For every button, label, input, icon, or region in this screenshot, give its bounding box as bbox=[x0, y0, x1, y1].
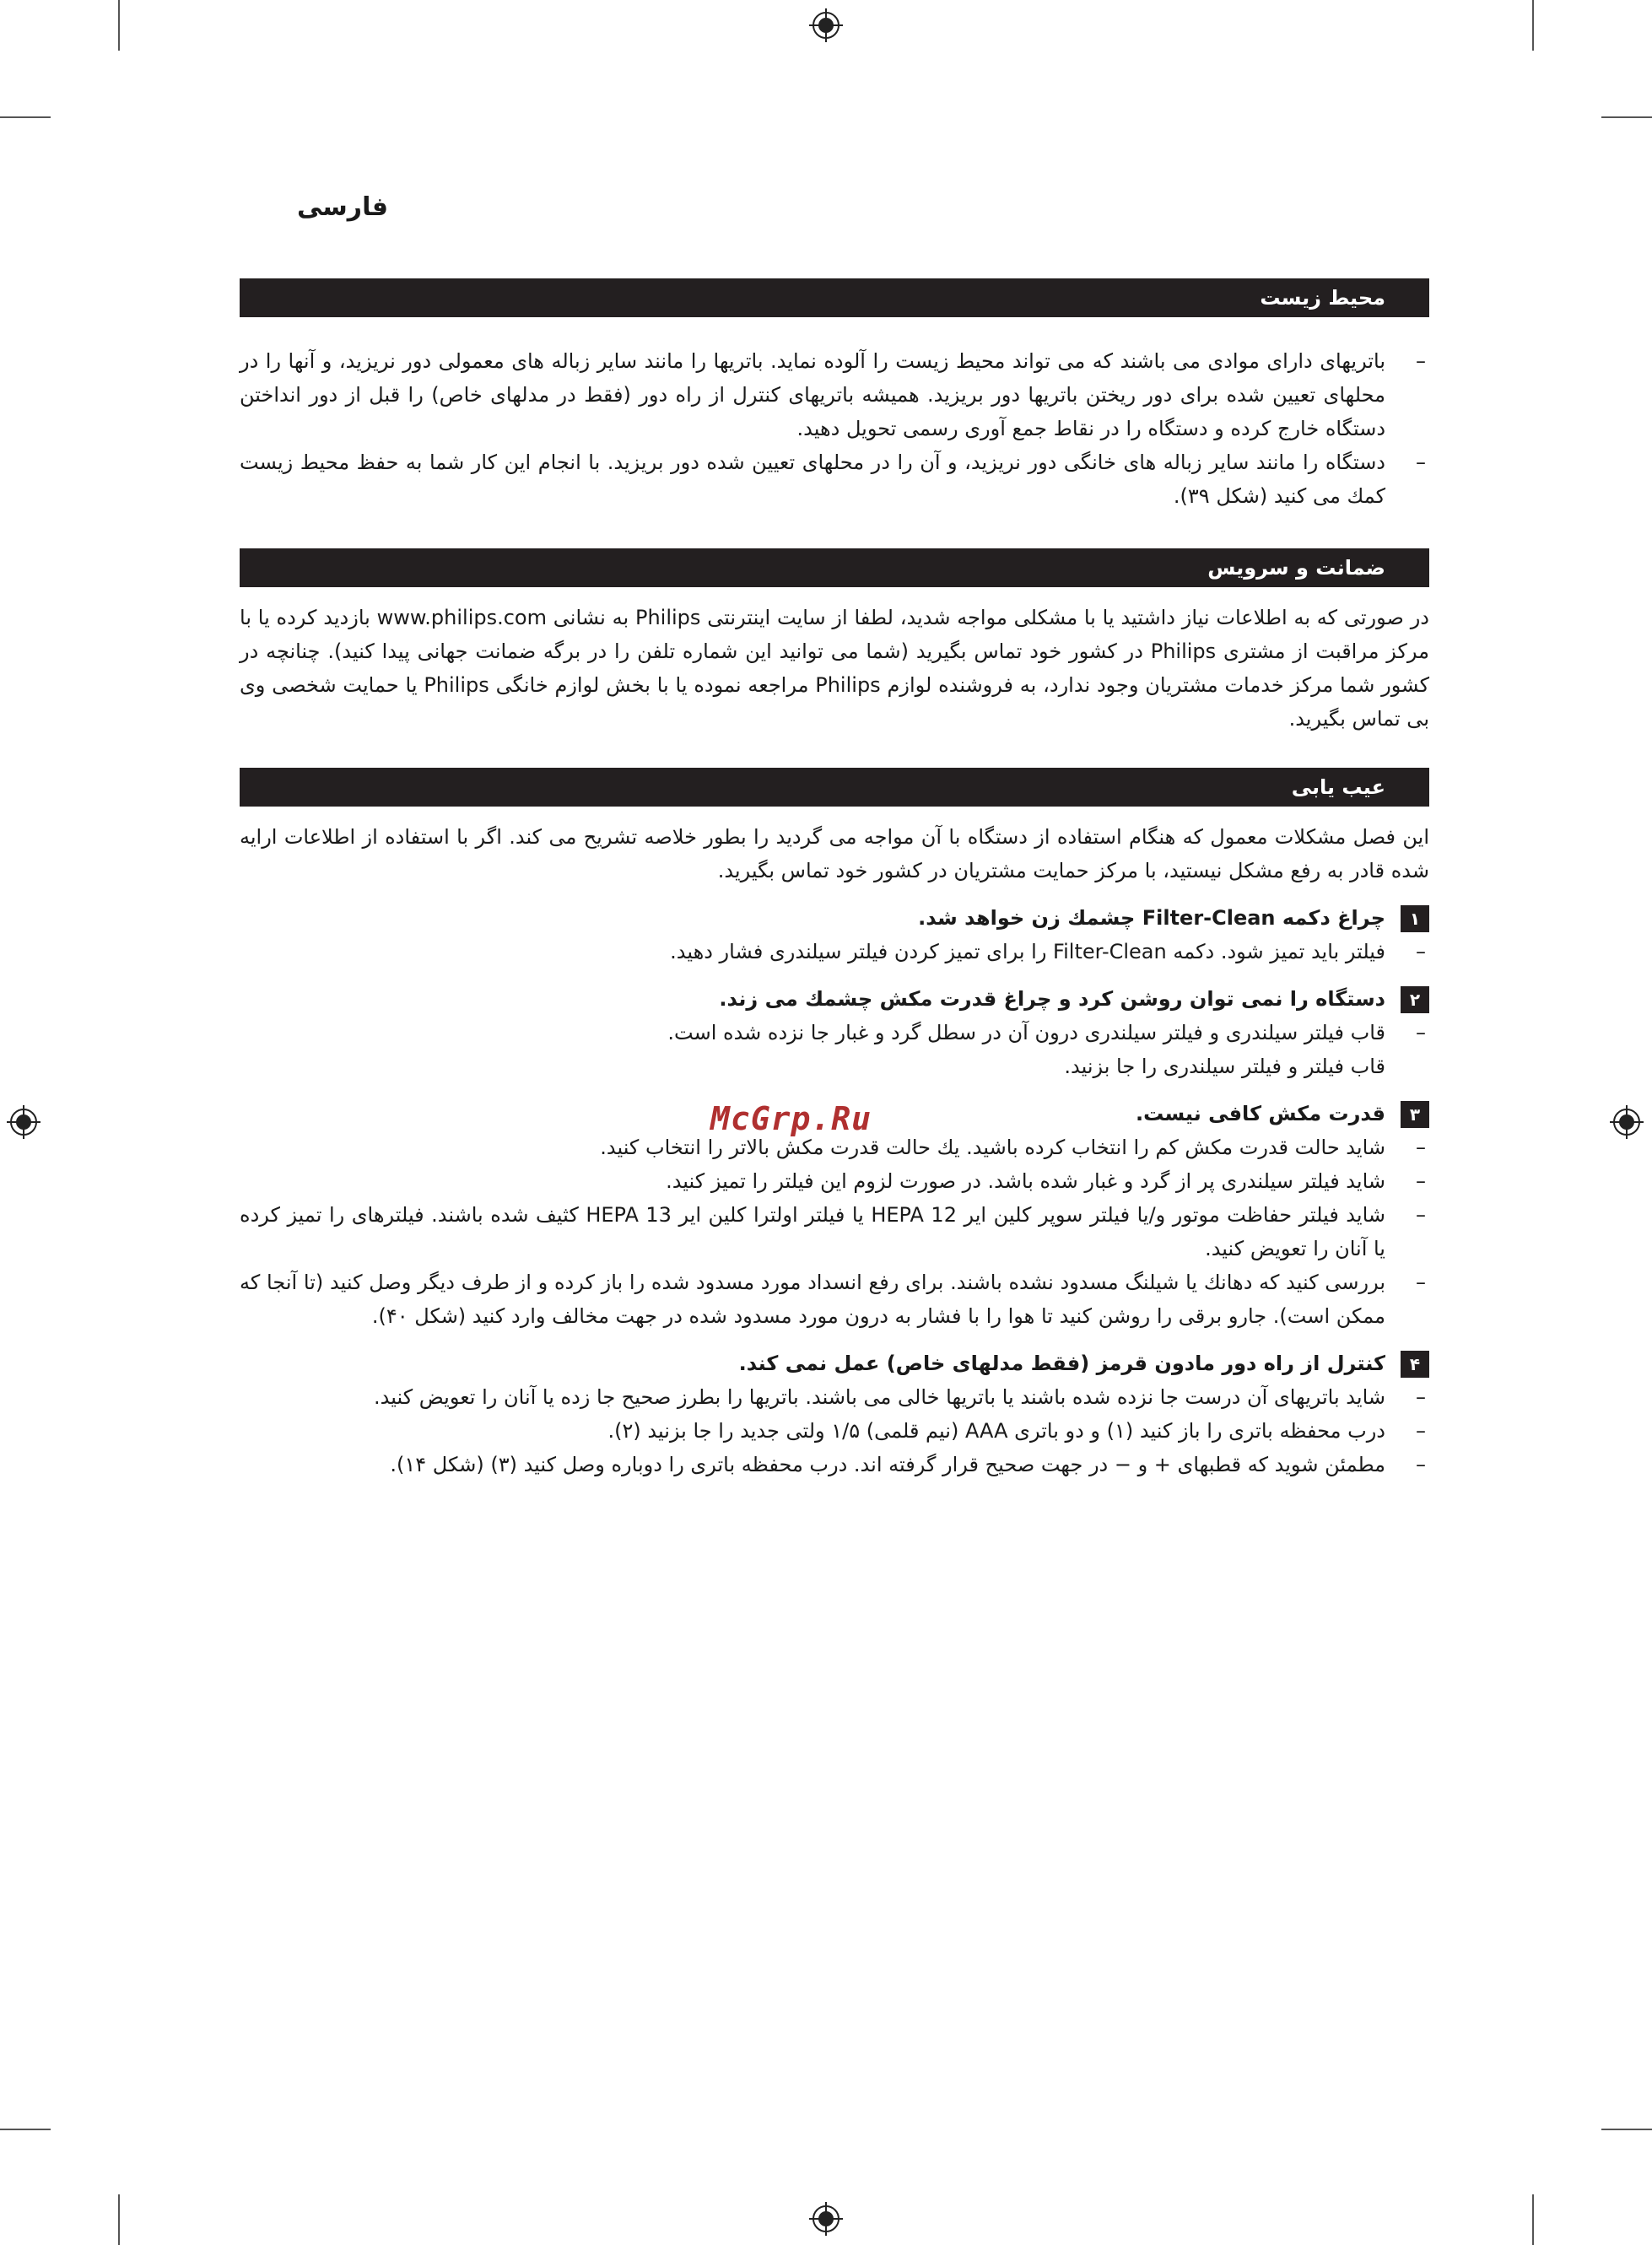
list-item: – شاید حالت قدرت مکش کم را انتخاب کرده باشید. یك حالت قدرت مکش بالاتر را انتخاب کنید. bbox=[600, 1136, 1426, 1159]
language-title: فارسی bbox=[296, 192, 388, 222]
list-item: – درب محفظه باتری را باز کنید (۱) و دو باتری AAA (نیم قلمی) ۱/۵ ولتی جدید را جا بزنید (۲). bbox=[607, 1419, 1426, 1443]
troubleshooting-intro: این فصل مشکلات معمول که هنگام استفاده از دستگاه با آن مواجه می گردید را بطور خلاصه تشریح می کند. اگر با استفاده از اطلاعات ارایه شده قادر به رفع مشکل نیستید، با مرکز حمایت مشتریان در کشور خود تماس بگیرید. bbox=[240, 825, 1429, 882]
section-header-environment: محیط زیست bbox=[240, 278, 1429, 317]
section-header-troubleshooting: عیب یابی bbox=[240, 768, 1429, 807]
list-item: – شاید فیلتر حفاظت موتور و/یا فیلتر سوپر کلین ایر HEPA 12 یا فیلتر اولترا کلین ایر HEPA 13 کثیف شده باشند. فیلترهای را تمیز کرده یا آنان را تعویض کنید. bbox=[240, 1203, 1426, 1260]
problem-number: ۳ bbox=[1401, 1101, 1429, 1128]
bullet-text: شاید حالت قدرت مکش کم را انتخاب کرده باشید. یك حالت قدرت مکش بالاتر را انتخاب کنید. bbox=[600, 1136, 1385, 1159]
crop-mark bbox=[118, 2194, 120, 2245]
problem-heading bbox=[240, 982, 1429, 1016]
bullet-text: قاب فیلتر سیلندری و فیلتر سیلندری درون آن در سطل گرد و غبار جا نزده شده است. bbox=[667, 1021, 1385, 1044]
problem-number: ۱ bbox=[1401, 905, 1429, 932]
warranty-paragraph: در صورتی که به اطلاعات نیاز داشتید یا با مشکلی مواجه شدید، لطفا از سایت اینترنتی Philips به نشانی www.philips.com بازدید کرده یا با مرکز مراقبت از مشتری Philips در کشور خود تماس بگیرید (شما می توانید این شماره تلفن را در برگه ضمانت جهانی پیدا کنید). چنانچه در کشور شما مرکز خدمات مشتریان وجود ندارد، به فروشنده لوازم Philips مراجعه نموده یا با بخش لوازم خانگی Philips یا حمایت شخصی وی بی تماس بگیرید. bbox=[240, 606, 1429, 731]
crop-mark bbox=[118, 0, 120, 51]
bullet-text: قاب فیلتر و فیلتر سیلندری را جا بزنید. bbox=[1064, 1055, 1385, 1078]
problem-title: قدرت مکش کافی نیست. bbox=[1135, 1102, 1385, 1125]
list-item: – شاید باتریهای آن درست جا نزده شده باشند یا باتریها خالی می باشند. باتریها را بطرز صحیح جا زده یا آنان را تعویض کنید. bbox=[373, 1385, 1426, 1409]
troubleshooting-section bbox=[240, 820, 1429, 1481]
section-header-warranty: ضمانت و سرویس bbox=[240, 548, 1429, 587]
bullet-text: فیلتر باید تمیز شود. دکمه Filter-Clean را برای تمیز کردن فیلتر سیلندری فشار دهید. bbox=[670, 940, 1385, 963]
list-item: – مطمئن شوید که قطبهای + و − در جهت صحیح قرار گرفته اند. درب محفظه باتری را دوباره وصل کنید (۳) (شکل ۱۴). bbox=[390, 1453, 1426, 1476]
bullet-text: باتریهای دارای موادی می باشند که می تواند محیط زیست را آلوده نماید. باتریها را مانند سایر زباله های معمولی دور نریزید، و آنها را در محلهای تعیین شده برای دور ریختن باتریها دور بریزید. همیشه باتریهای کنترل از راه دور (فقط در مدلهای خاص) را قبل از دور انداختن دستگاه خارج کرده و دستگاه را در نقاط جمع آوری رسمی تحویل دهید. bbox=[240, 349, 1385, 440]
list-item: – بررسی کنید که دهانك یا شیلنگ مسدود نشده باشند. برای رفع انسداد مورد مسدود شده را باز کرده و از طرف دیگر وصل کنید (تا آنجا که ممکن است). جارو برقی را روشن کنید تا هوا را با فشار به درون مورد مسدود شده در جهت مخالف وارد کنید (شکل ۴۰). bbox=[240, 1271, 1426, 1328]
crop-mark bbox=[1532, 2194, 1534, 2245]
list-item: – شاید فیلتر سیلندری پر از گرد و غبار شده باشد. در صورت لزوم این فیلتر را تمیز کنید. bbox=[666, 1169, 1426, 1193]
problem-title: کنترل از راه دور مادون قرمز (فقط مدلهای خاص) عمل نمی کند. bbox=[738, 1352, 1385, 1375]
crop-mark bbox=[0, 116, 51, 118]
crop-mark bbox=[1601, 2129, 1652, 2130]
bullet-text: شاید فیلتر سیلندری پر از گرد و غبار شده باشد. در صورت لزوم این فیلتر را تمیز کنید. bbox=[666, 1169, 1385, 1193]
registration-mark-icon bbox=[809, 2202, 843, 2236]
warranty-section bbox=[240, 601, 1429, 736]
crop-mark bbox=[0, 2129, 51, 2130]
environment-section bbox=[240, 344, 1429, 513]
bullet-text: درب محفظه باتری را باز کنید (۱) و دو باتری AAA (نیم قلمی) ۱/۵ ولتی جدید را جا بزنید (۲). bbox=[607, 1419, 1385, 1443]
list-item: – قاب فیلتر سیلندری و فیلتر سیلندری درون آن در سطل گرد و غبار جا نزده شده است. bbox=[667, 1021, 1426, 1044]
list-item bbox=[240, 1050, 1429, 1083]
bullet-text: شاید باتریهای آن درست جا نزده شده باشند یا باتریها خالی می باشند. باتریها را بطرز صحیح جا زده یا آنان را تعویض کنید. bbox=[373, 1385, 1385, 1409]
bullet-text: مطمئن شوید که قطبهای + و − در جهت صحیح قرار گرفته اند. درب محفظه باتری را دوباره وصل کنید (۳) (شکل ۱۴). bbox=[390, 1453, 1385, 1476]
problem-title: دستگاه را نمی توان روشن کرد و چراغ قدرت مکش چشمك می زند. bbox=[719, 987, 1385, 1011]
list-item: – دستگاه را مانند سایر زباله های خانگی دور نریزید، و آن را در محلهای تعیین شده دور بریزید. با انجام این کار شما به حفظ محیط زیست کمك می کنید (شکل ۳۹). bbox=[240, 451, 1426, 508]
watermark-text: McGrp.Ru bbox=[710, 1100, 872, 1137]
crop-mark bbox=[1601, 116, 1652, 118]
registration-mark-icon bbox=[809, 8, 843, 42]
problem-number: ۲ bbox=[1401, 986, 1429, 1013]
registration-mark-icon bbox=[1610, 1105, 1644, 1139]
problem-heading bbox=[240, 901, 1429, 935]
bullet-text: دستگاه را مانند سایر زباله های خانگی دور نریزید، و آن را در محلهای تعیین شده دور بریزید. با انجام این کار شما به حفظ محیط زیست کمك می کنید (شکل ۳۹). bbox=[240, 451, 1385, 508]
list-item: – فیلتر باید تمیز شود. دکمه Filter-Clean را برای تمیز کردن فیلتر سیلندری فشار دهید. bbox=[670, 940, 1426, 963]
crop-mark bbox=[1532, 0, 1534, 51]
problem-heading bbox=[240, 1346, 1429, 1380]
bullet-text: شاید فیلتر حفاظت موتور و/یا فیلتر سوپر کلین ایر HEPA 12 یا فیلتر اولترا کلین ایر HEPA 13 کثیف شده باشند. فیلترهای را تمیز کرده یا آنان را تعویض کنید. bbox=[240, 1203, 1386, 1260]
list-item: – باتریهای دارای موادی می باشند که می تواند محیط زیست را آلوده نماید. باتریها را مانند سایر زباله های معمولی دور نریزید، و آنها را در محلهای تعیین شده برای دور ریختن باتریها دور بریزید. همیشه باتریهای کنترل از راه دور (فقط در مدلهای خاص) را قبل از دور انداختن دستگاه خارج کرده و دستگاه را در نقاط جمع آوری رسمی تحویل دهید. bbox=[240, 349, 1426, 440]
problem-title: چراغ دکمه Filter-Clean چشمك زن خواهد شد. bbox=[918, 906, 1385, 930]
bullet-text: بررسی کنید که دهانك یا شیلنگ مسدود نشده باشند. برای رفع انسداد مورد مسدود شده را باز کرده و از طرف دیگر وصل کنید (تا آنجا که ممکن است). جارو برقی را روشن کنید تا هوا را با فشار به درون مورد مسدود شده در جهت مخالف وارد کنید (شکل ۴۰). bbox=[240, 1271, 1385, 1328]
registration-mark-icon bbox=[7, 1105, 40, 1139]
problem-number: ۴ bbox=[1401, 1351, 1429, 1378]
